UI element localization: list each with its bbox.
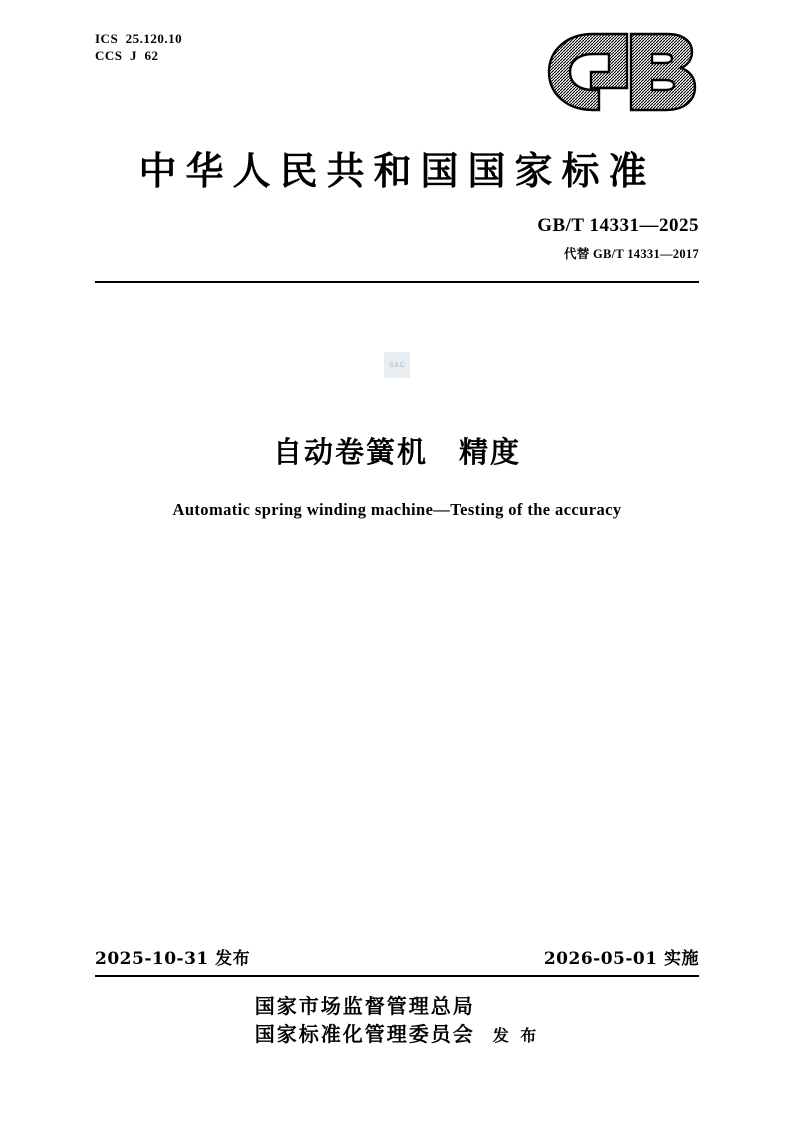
effective-date: 2026-05-01 实施: [543, 949, 699, 969]
issue-label: 发 布: [492, 1026, 540, 1045]
header-divider: [95, 281, 699, 283]
footer-divider: [95, 975, 699, 977]
ccs-code: CCS J 62: [95, 48, 159, 63]
sac-watermark-icon: SAC: [384, 352, 410, 378]
document-title-english: Automatic spring winding machine—Testing of the accuracy: [172, 500, 622, 519]
document-title-chinese: 自动卷簧机 精度: [272, 435, 521, 469]
issuing-authorities: [0, 992, 794, 1048]
ics-code: ICS 25.120.10: [95, 31, 183, 46]
issuer-line-2: 国家标准化管理委员会: [254, 1022, 475, 1046]
classification-codes: [95, 30, 182, 64]
issue-date: 2025-10-31 发布: [95, 949, 251, 969]
replaced-standard: 代替 GB/T 14331—2017: [563, 247, 699, 261]
page-title: 中华人民共和国国家标准: [138, 148, 656, 193]
gb-emblem-icon: [539, 28, 699, 116]
issuer-line-1: 国家市场监督管理总局: [254, 994, 475, 1018]
standard-number: GB/T 14331—2025: [537, 215, 699, 236]
